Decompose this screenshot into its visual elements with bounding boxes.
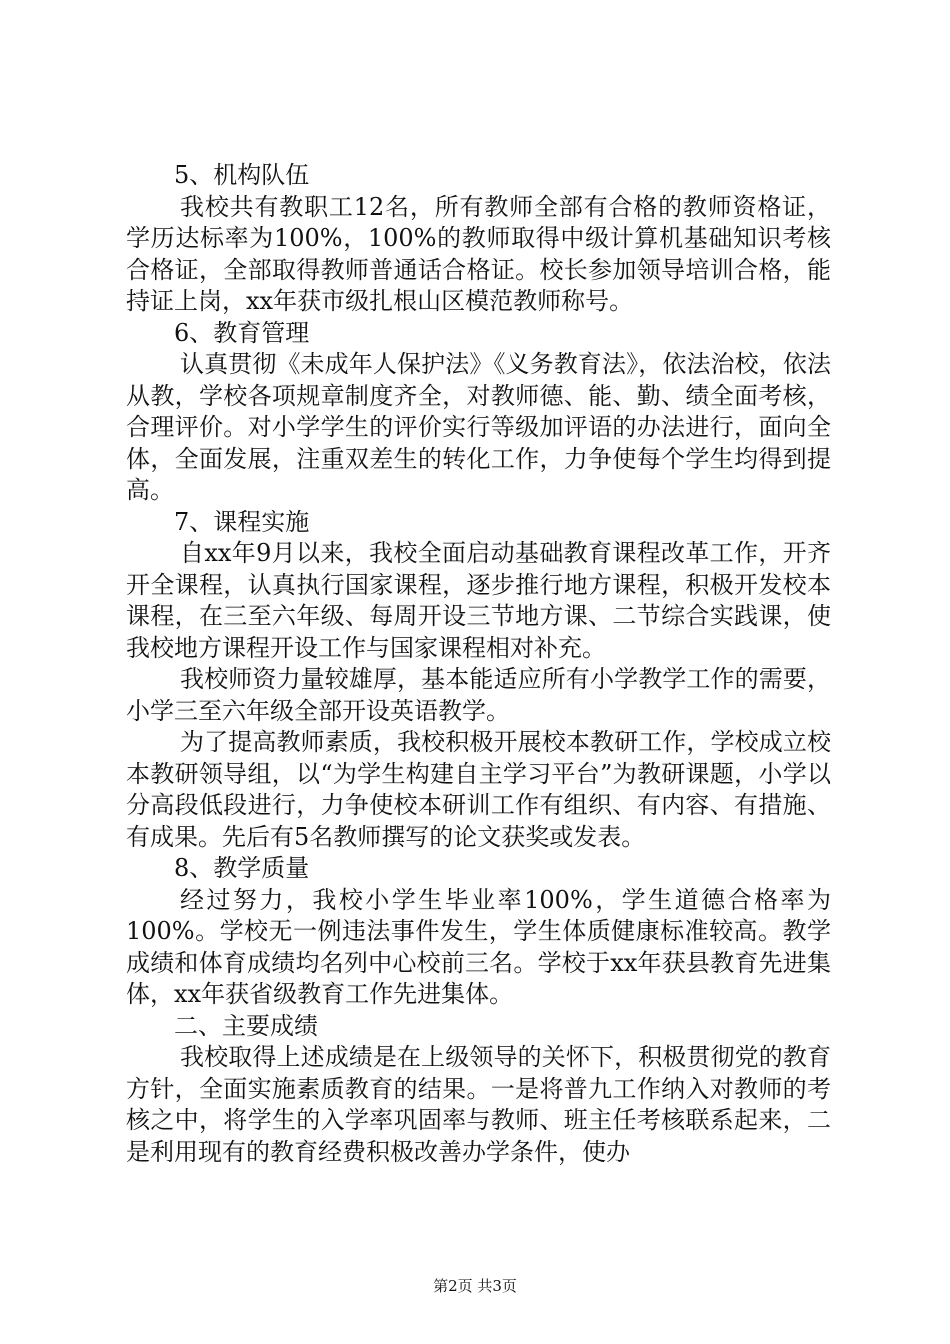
section-paragraph: 我校师资力量较雄厚，基本能适应所有小学教学工作的需要，小学三至六年级全部开设英语教学。 (126, 665, 831, 725)
section-paragraph: 认真贯彻《未成年人保护法》《义务教育法》，依法治校，依法从教，学校各项规章制度齐全，对教师德、能、勤、绩全面考核，合理评价。对小学学生的评价实行等级加评语的办法进行，面向全体，全面发展，注重双差生的转化工作，力争使每个学生均得到提高。 (126, 350, 831, 504)
section-paragraph: 自xx年9月以来，我校全面启动基础教育课程改革工作，开齐开全课程，认真执行国家课程，逐步推行地方课程，积极开发校本课程，在三至六年级、每周开设三节地方课、二节综合实践课，使我校地方课程开设工作与国家课程相对补充。 (126, 539, 831, 662)
section-heading: 7、课程实施 (174, 507, 310, 536)
section-heading: 8、教学质量 (174, 854, 310, 882)
document-body (126, 160, 831, 1168)
section-heading: 6、教育管理 (174, 318, 310, 347)
section-heading: 5、机构队伍 (174, 161, 310, 189)
section-heading: 二、主要成绩 (174, 1011, 318, 1040)
section-paragraph: 经过努力，我校小学生毕业率100%，学生道德合格率为100%。学校无一例违法事件发生，学生体质健康标准较高。教学成绩和体育成绩均名列中心校前三名。学校于xx年获县教育先进集体，xx年获省级教育工作先进集体。 (126, 885, 831, 1008)
page-number-footer: 第2页 共3页 (433, 1277, 517, 1295)
section-paragraph: 我校取得上述成绩是在上级领导的关怀下，积极贯彻党的教育方针，全面实施素质教育的结果。一是将普九工作纳入对教师的考核之中，将学生的入学率巩固率与教师、班主任考核联系起来，二是利用现有的教育经费积极改善办学条件，使办 (126, 1043, 831, 1166)
section-paragraph: 我校共有教职工12名，所有教师全部有合格的教师资格证，学历达标率为100%，100%的教师取得中级计算机基础知识考核合格证，全部取得教师普通话合格证。校长参加领导培训合格，能持证上岗，xx年获市级扎根山区模范教师称号。 (126, 192, 831, 315)
section-paragraph: 为了提高教师素质，我校积极开展校本教研工作，学校成立校本教研领导组，以“为学生构建自主学习平台”为教研课题，小学以分高段低段进行，力争使校本研训工作有组织、有内容、有措施、有成果。先后有5名教师撰写的论文获奖或发表。 (126, 728, 831, 851)
